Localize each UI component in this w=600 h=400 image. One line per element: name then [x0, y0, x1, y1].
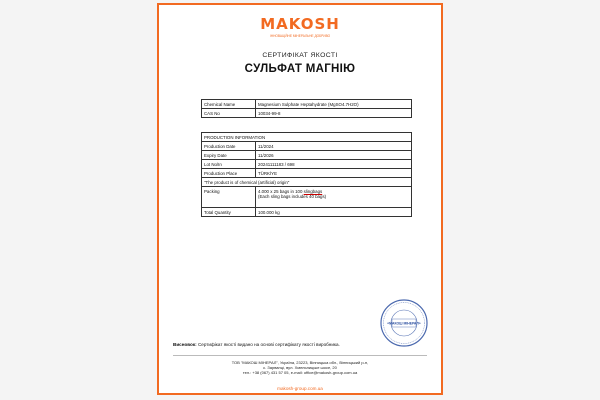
table-row	[202, 169, 412, 178]
footer-website-link[interactable]: makosh-group.com.ua	[277, 386, 323, 391]
table-row	[202, 151, 412, 160]
table-row	[202, 160, 412, 169]
chemical-name-value: Magnesium Sulphate Heptahydrate (MgSO4.7H2O)	[256, 100, 412, 109]
logo-tagline: ІННОВАЦІЙНЕ МІНЕРАЛЬНЕ ДОБРИВО	[269, 34, 331, 38]
packing-slingbags: slingbags	[303, 189, 323, 194]
packing-label: Packing	[202, 187, 256, 208]
production-date-label: Production Date	[202, 142, 256, 151]
footer-line-2: с. Зарванці, вул. Хмельницьке шосе, 20	[263, 365, 337, 371]
table-row	[202, 142, 412, 151]
packing-note: (Each sling bags includes 40 bags)	[258, 194, 327, 199]
lot-value: 20241111183 / 698	[256, 160, 412, 169]
table-row	[202, 208, 412, 217]
production-place-value: TÜRKİYE	[256, 169, 412, 178]
table-row	[202, 100, 412, 109]
chemical-info-table	[201, 99, 412, 118]
expiry-date-label: Expiry Date	[202, 151, 256, 160]
conclusion-label: Висновок:	[173, 342, 197, 347]
production-info-table	[201, 132, 412, 217]
product-title: СУЛЬФАТ МАГНІЮ	[244, 63, 356, 75]
total-quantity-value: 100.000 kg	[256, 208, 412, 217]
packing-text: 4.000 x 25 bags in 100	[258, 189, 304, 194]
cas-value: 10034-99-8	[256, 109, 412, 118]
table-row	[202, 178, 412, 187]
chemical-name-label: Chemical Name	[202, 100, 256, 109]
logo-name: MAKOSH	[260, 15, 340, 33]
conclusion	[173, 342, 340, 347]
certificate-title: СЕРТИФІКАТ ЯКОСТІ	[262, 52, 338, 59]
expiry-date-value: 11/2026	[256, 151, 412, 160]
origin-note: "The product is of chemical (artificial) origin"	[202, 178, 412, 187]
table-row	[202, 133, 412, 142]
company-logo	[159, 15, 441, 38]
production-date-value: 11/2024	[256, 142, 412, 151]
production-header: PRODUCTION INFORMATION	[202, 133, 412, 142]
conclusion-text: Сертифікат якості видано на основі сертифікату якості виробника.	[196, 342, 340, 347]
footer-divider	[173, 355, 427, 356]
footer-address	[159, 360, 441, 376]
table-row	[202, 187, 412, 208]
footer-line-1: ТОВ "МАКОШ МІНЕРАЛ", Україна, 23223, Вінницька обл., Вінницький р-н,	[231, 360, 369, 365]
packing-value	[256, 187, 412, 208]
total-quantity-label: Total Quantity	[202, 208, 256, 217]
cas-label: CAS No	[202, 109, 256, 118]
lot-label: Lot No/In	[202, 160, 256, 169]
certificate-document	[157, 3, 443, 395]
footer-line-3: тел.: +38 (067) 431 57 05, e-mail: office@makosh-group.com.ua	[242, 370, 358, 376]
production-place-label: Production Place	[202, 169, 256, 178]
svg-text:«МАКОШ МІНЕРАЛ»: «МАКОШ МІНЕРАЛ»	[387, 321, 421, 326]
company-seal-stamp	[379, 298, 429, 348]
table-row	[202, 109, 412, 118]
